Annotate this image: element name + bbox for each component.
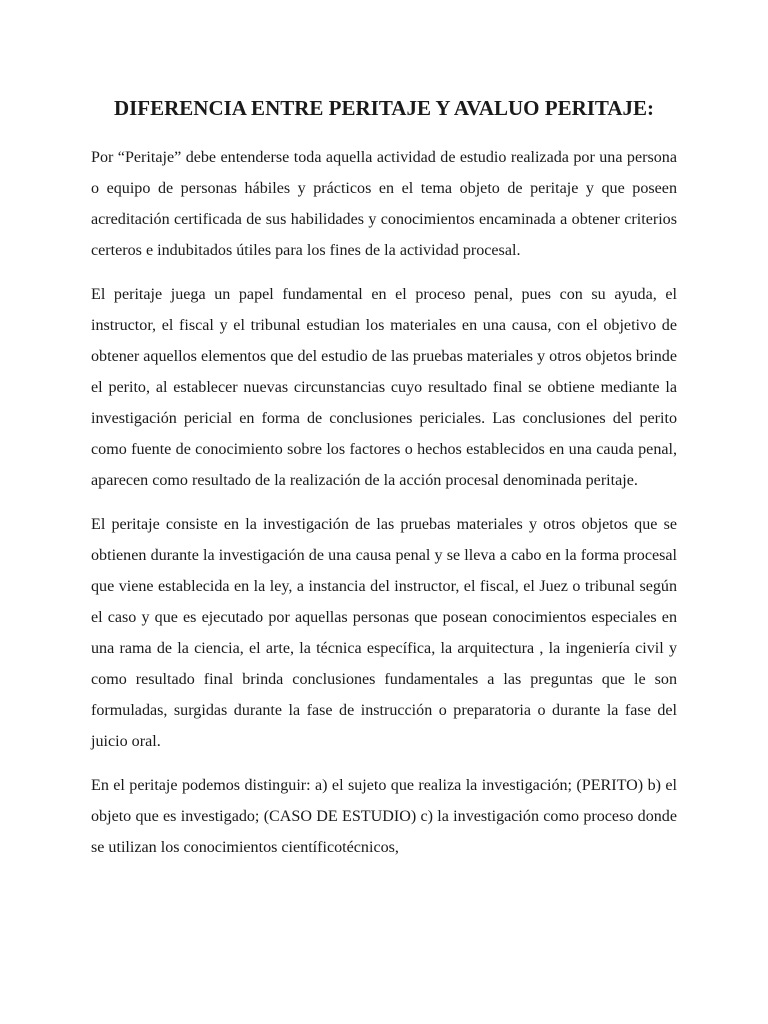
paragraph-peritaje-elements: En el peritaje podemos distinguir: a) el sujeto que realiza la investigación; (PERITO) b) el objeto que es investigado; (CASO DE ESTUDIO) c) la investigación como proceso donde se utilizan los conocimientos científicotécnicos, [91, 777, 677, 856]
paragraph-peritaje-definition: Por “Peritaje” debe entenderse toda aquella actividad de estudio realizada por una persona o equipo de personas hábiles y prácticos en el tema objeto de peritaje y que poseen acreditación certificada de sus habilidades y conocimientos encaminada a obtener criterios certeros e indubitados útiles para los fines de la actividad procesal. [91, 149, 677, 259]
document-title: DIFERENCIA ENTRE PERITAJE Y AVALUO PERITAJE: [113, 96, 655, 120]
paragraph-peritaje-investigation: El peritaje consiste en la investigación de las pruebas materiales y otros objetos que se obtienen durante la investigación de una causa penal y se lleva a cabo en la forma procesal que viene establecida en la ley, a instancia del instructor, el fiscal, el Juez o tribunal según el caso y que es ejecutado por aquellas personas que posean conocimientos especiales en una rama de la ciencia, el arte, la técnica específica, la arquitectura , la ingeniería civil y como resultado final brinda conclusiones fundamentales a las preguntas que le son formuladas, surgidas durante la fase de instrucción o preparatoria o durante la fase del juicio oral. [91, 516, 677, 750]
paragraph-peritaje-role: El peritaje juega un papel fundamental en el proceso penal, pues con su ayuda, el instructor, el fiscal y el tribunal estudian los materiales en una causa, con el objetivo de obtener aquellos elementos que del estudio de las pruebas materiales y otros objetos brinde el perito, al establecer nuevas circunstancias cuyo resultado final se obtiene mediante la investigación pericial en forma de conclusiones periciales. Las conclusiones del perito como fuente de conocimiento sobre los factores o hechos establecidos en una cauda penal, aparecen como resultado de la realización de la acción procesal denominada peritaje. [91, 286, 677, 489]
